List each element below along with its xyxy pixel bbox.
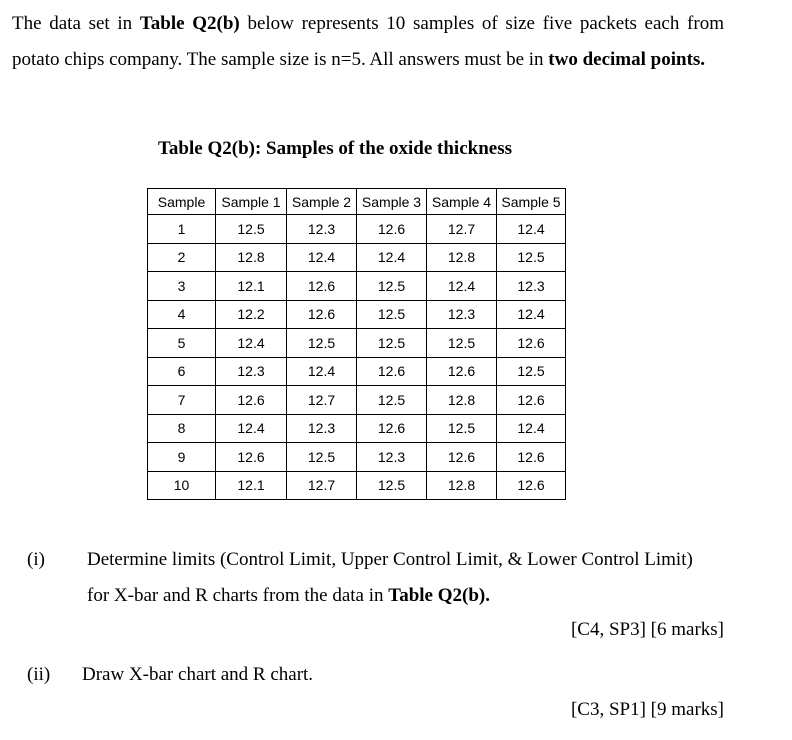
table-row <box>148 414 566 443</box>
measurement-cell: 12.6 <box>497 329 566 358</box>
sample-number-cell: 5 <box>148 329 216 358</box>
question-i-table-ref: Table Q2(b). <box>388 585 490 606</box>
measurement-cell: 12.4 <box>427 272 497 301</box>
samples-table <box>147 188 566 500</box>
table-row <box>148 243 566 272</box>
measurement-cell: 12.4 <box>357 243 427 272</box>
measurement-cell: 12.7 <box>427 215 497 244</box>
measurement-cell: 12.8 <box>427 386 497 415</box>
sample-number-cell: 6 <box>148 357 216 386</box>
measurement-cell: 12.5 <box>287 443 357 472</box>
sample-number-cell: 8 <box>148 414 216 443</box>
measurement-cell: 12.3 <box>287 414 357 443</box>
sample-number-cell: 3 <box>148 272 216 301</box>
measurement-cell: 12.3 <box>357 443 427 472</box>
measurement-cell: 12.2 <box>216 300 287 329</box>
measurement-cell: 12.5 <box>357 329 427 358</box>
header-cell: Sample 5 <box>497 189 566 215</box>
measurement-cell: 12.1 <box>216 471 287 500</box>
measurement-cell: 12.6 <box>497 471 566 500</box>
measurement-cell: 12.6 <box>287 272 357 301</box>
table-row <box>148 386 566 415</box>
intro-text-2: below represents 10 samples of size five packets each from potato chips company. The sample size is n=5. All answers must be in <box>12 13 724 70</box>
measurement-cell: 12.6 <box>497 386 566 415</box>
measurement-cell: 12.5 <box>427 414 497 443</box>
table-row <box>148 357 566 386</box>
question-i-line2 <box>87 585 490 607</box>
sample-number-cell: 2 <box>148 243 216 272</box>
measurement-cell: 12.6 <box>357 215 427 244</box>
measurement-cell: 12.4 <box>287 357 357 386</box>
table-row <box>148 215 566 244</box>
sample-number-cell: 1 <box>148 215 216 244</box>
sample-number-cell: 7 <box>148 386 216 415</box>
intro-paragraph <box>12 6 724 77</box>
measurement-cell: 12.8 <box>216 243 287 272</box>
measurement-cell: 12.8 <box>427 243 497 272</box>
measurement-cell: 12.5 <box>357 300 427 329</box>
intro-text-1: The data set in <box>12 13 140 34</box>
measurement-cell: 12.4 <box>497 414 566 443</box>
measurement-cell: 12.4 <box>287 243 357 272</box>
measurement-cell: 12.4 <box>216 414 287 443</box>
measurement-cell: 12.6 <box>497 443 566 472</box>
header-cell: Sample 4 <box>427 189 497 215</box>
measurement-cell: 12.5 <box>497 357 566 386</box>
table-caption: Table Q2(b): Samples of the oxide thickness <box>158 138 512 159</box>
measurement-cell: 12.5 <box>357 272 427 301</box>
question-i-marks: [C4, SP3] [6 marks] <box>570 619 724 640</box>
measurement-cell: 12.3 <box>497 272 566 301</box>
measurement-cell: 12.8 <box>427 471 497 500</box>
measurement-cell: 12.4 <box>497 215 566 244</box>
question-i-line2-text: for X-bar and R charts from the data in <box>87 585 389 606</box>
sample-number-cell: 4 <box>148 300 216 329</box>
intro-bold-table-ref: Table Q2(b) <box>139 13 240 34</box>
measurement-cell: 12.5 <box>216 215 287 244</box>
table-row <box>148 471 566 500</box>
measurement-cell: 12.3 <box>427 300 497 329</box>
question-ii-marks: [C3, SP1] [9 marks] <box>570 699 724 720</box>
measurement-cell: 12.3 <box>216 357 287 386</box>
table-row <box>148 443 566 472</box>
measurement-cell: 12.6 <box>216 386 287 415</box>
measurement-cell: 12.5 <box>357 471 427 500</box>
table-body <box>148 215 566 500</box>
table-row <box>148 272 566 301</box>
table-row <box>148 300 566 329</box>
question-i-number: (i) <box>27 549 45 570</box>
question-ii-line1: Draw X-bar chart and R chart. <box>82 664 314 685</box>
measurement-cell: 12.4 <box>216 329 287 358</box>
header-cell: Sample 2 <box>287 189 357 215</box>
measurement-cell: 12.7 <box>287 471 357 500</box>
table-header-row <box>148 189 566 215</box>
measurement-cell: 12.6 <box>216 443 287 472</box>
measurement-cell: 12.6 <box>287 300 357 329</box>
question-i-line1: Determine limits (Control Limit, Upper Control Limit, & Lower Control Limit) <box>87 549 693 570</box>
measurement-cell: 12.4 <box>497 300 566 329</box>
question-ii-number: (ii) <box>27 664 51 685</box>
table-row <box>148 329 566 358</box>
measurement-cell: 12.6 <box>427 357 497 386</box>
measurement-cell: 12.7 <box>287 386 357 415</box>
header-cell: Sample 1 <box>216 189 287 215</box>
measurement-cell: 12.5 <box>427 329 497 358</box>
header-cell: Sample 3 <box>357 189 427 215</box>
sample-number-cell: 10 <box>148 471 216 500</box>
measurement-cell: 12.6 <box>357 357 427 386</box>
sample-number-cell: 9 <box>148 443 216 472</box>
measurement-cell: 12.5 <box>287 329 357 358</box>
measurement-cell: 12.5 <box>357 386 427 415</box>
measurement-cell: 12.5 <box>497 243 566 272</box>
measurement-cell: 12.3 <box>287 215 357 244</box>
header-cell: Sample <box>148 189 216 215</box>
measurement-cell: 12.6 <box>357 414 427 443</box>
intro-bold-decimals: two decimal points. <box>548 48 706 70</box>
measurement-cell: 12.1 <box>216 272 287 301</box>
measurement-cell: 12.6 <box>427 443 497 472</box>
